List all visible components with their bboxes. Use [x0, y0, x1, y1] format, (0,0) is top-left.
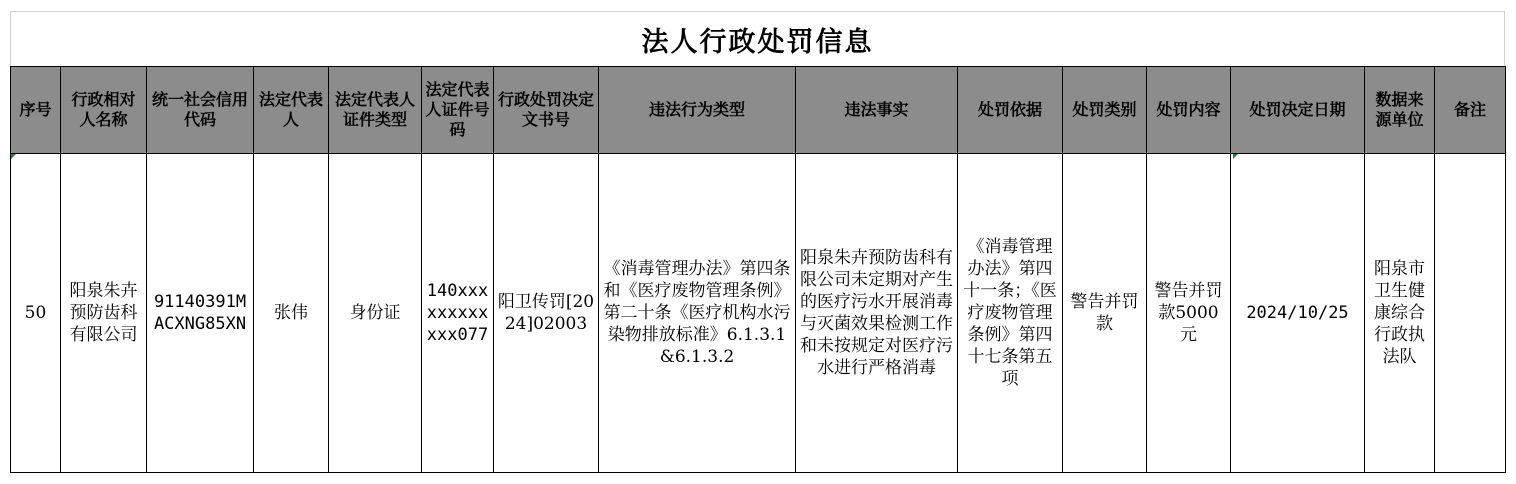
cell-source[interactable]: 阳泉市卫生健康综合行政执法队 [1365, 154, 1435, 473]
header-violation-type[interactable]: 违法行为类型 [599, 67, 796, 154]
cell-seq[interactable]: 50 [11, 154, 61, 473]
header-facts[interactable]: 违法事实 [796, 67, 958, 154]
cell-doc-number[interactable]: 阳卫传罚[2024]02003 [494, 154, 599, 473]
header-id-type[interactable]: 法定代表人证件类型 [329, 67, 422, 154]
sheet-title: 法人行政处罚信息 [10, 11, 1505, 66]
cell-legal-rep[interactable]: 张伟 [254, 154, 329, 473]
cell-credit-code[interactable]: 91140391MACXNG85XN [147, 154, 254, 473]
header-source[interactable]: 数据来源单位 [1365, 67, 1435, 154]
table-row [11, 154, 1506, 473]
cell-violation-type[interactable]: 《消毒管理办法》第四条和《医疗废物管理条例》第二十条《医疗机构水污染物排放标准》6.1.3.1&6.1.3.2 [599, 154, 796, 473]
header-party-name[interactable]: 行政相对人名称 [61, 67, 147, 154]
header-row [11, 67, 1506, 154]
header-basis[interactable]: 处罚依据 [958, 67, 1063, 154]
header-content[interactable]: 处罚内容 [1147, 67, 1231, 154]
header-remarks[interactable]: 备注 [1435, 67, 1506, 154]
cell-id-type[interactable]: 身份证 [329, 154, 422, 473]
cell-content[interactable]: 警告并罚款5000元 [1147, 154, 1231, 473]
header-category[interactable]: 处罚类别 [1063, 67, 1147, 154]
cell-id-number[interactable]: 140xxxxxxxxxxxx077 [422, 154, 494, 473]
header-id-number[interactable]: 法定代表人证件号码 [422, 67, 494, 154]
header-doc-number[interactable]: 行政处罚决定文书号 [494, 67, 599, 154]
cell-party-name[interactable]: 阳泉朱卉预防齿科有限公司 [61, 154, 147, 473]
header-credit-code[interactable]: 统一社会信用代码 [147, 67, 254, 154]
penalty-table [10, 66, 1506, 473]
cell-date[interactable]: 2024/10/25 [1231, 154, 1365, 473]
header-date[interactable]: 处罚决定日期 [1231, 67, 1365, 154]
cell-category[interactable]: 警告并罚款 [1063, 154, 1147, 473]
cell-facts[interactable]: 阳泉朱卉预防齿科有限公司未定期对产生的医疗污水开展消毒与灭菌效果检测工作和未按规定对医疗污水进行严格消毒 [796, 154, 958, 473]
cell-basis[interactable]: 《消毒管理办法》第四十一条；《医疗废物管理条例》第四十七条第五项 [958, 154, 1063, 473]
cell-comment-marker [11, 154, 16, 159]
header-seq[interactable]: 序号 [11, 67, 61, 154]
cell-comment-marker [1233, 154, 1238, 159]
cell-remarks[interactable] [1435, 154, 1506, 473]
header-legal-rep[interactable]: 法定代表人 [254, 67, 329, 154]
